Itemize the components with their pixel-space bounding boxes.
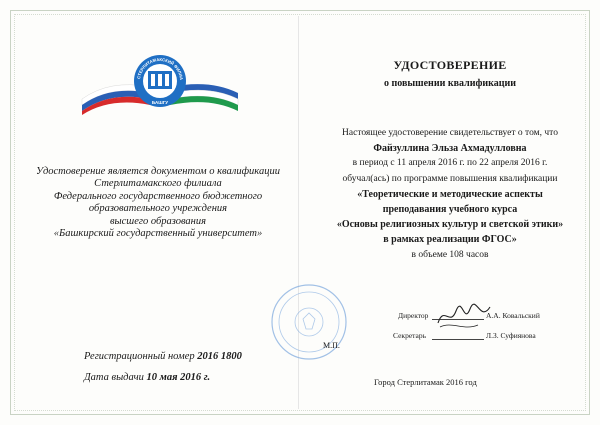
issue-date-value: 10 мая 2016 г. [146, 372, 211, 383]
university-logo [80, 53, 240, 115]
registration-value: 2016 1800 [197, 351, 242, 362]
stamp-placeholder-label: М.П. [323, 341, 340, 350]
description-line: образовательного учреждения [88, 203, 228, 215]
secretary-signature-line [432, 339, 484, 340]
program-title-line: преподавания учебного курса [382, 204, 518, 216]
program-title-line: в рамках реализации ФГОС» [383, 234, 517, 246]
description-line: Федерального государственного бюджетного [53, 190, 263, 202]
description-line: высшего образования [109, 215, 207, 227]
issue-city-year: Город Стерлитамак 2016 год [374, 377, 477, 387]
director-name: А.А. Ковальский [486, 311, 540, 320]
program-title-line: «Основы религиозных культур и светской этики» [336, 219, 564, 231]
program-intro: обучал(ась) по программе повышения квалификации [342, 173, 558, 184]
registration-number [84, 351, 242, 362]
holder-name: Файзуллина Эльза Ахмадулловна [373, 143, 527, 155]
svg-text:СТЕРЛИТАМАКСКИЙ ФИЛИАЛ: СТЕРЛИТАМАКСКИЙ ФИЛИА [136, 56, 185, 81]
certificate-subtitle: о повышении квалификации [383, 78, 517, 89]
handwritten-signature-icon [434, 301, 494, 331]
body-intro: Настоящее удостоверение свидетельствует о том, что [342, 128, 558, 138]
program-hours: в объеме 108 часов [411, 249, 489, 260]
program-title-line: «Теоретические и методические аспекты [357, 188, 543, 200]
description-line: «Башкирский государственный университет» [53, 228, 263, 240]
description-line: Удостоверение является документом о квалификации [36, 166, 280, 177]
svg-text:БАШГУ: БАШГУ [151, 100, 169, 105]
secretary-label: Секретарь [393, 331, 427, 340]
study-period: в период с 11 апреля 2016 г. по 22 апреля 2016 г. [352, 158, 548, 169]
certificate-body [300, 126, 600, 263]
registration-label: Регистрационный номер [84, 351, 195, 362]
issuer-description [28, 166, 288, 240]
director-label: Директор [398, 311, 429, 320]
issue-date-label: Дата выдачи [84, 372, 144, 383]
secretary-name: Л.З. Суфиянова [486, 331, 536, 340]
issue-date [84, 372, 210, 383]
certificate-title: УДОСТОВЕРЕНИЕ [393, 58, 507, 72]
description-line: Стерлитамакского филиала [94, 178, 222, 190]
